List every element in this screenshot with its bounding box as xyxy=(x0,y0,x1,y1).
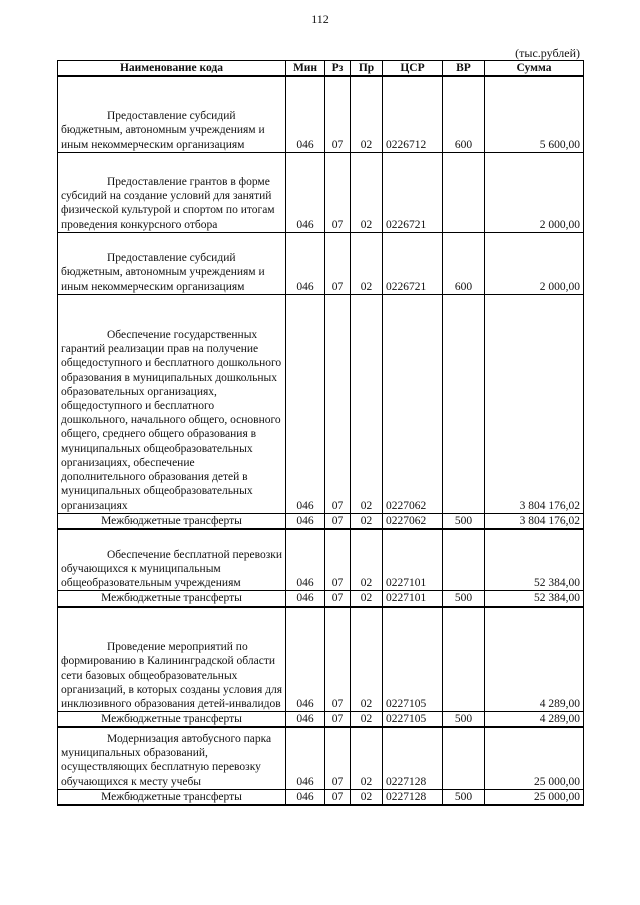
row-name: Межбюджетные трансферты xyxy=(58,712,286,728)
table-row xyxy=(58,76,584,152)
table-row xyxy=(58,789,584,805)
units-label: (тыс.рублей) xyxy=(515,46,580,60)
row-name: Предоставление грантов в форме субсидий на создание условий для занятий физической культурой и спортом по итогам проведения конкурсного отбора xyxy=(58,152,286,232)
row-pr: 02 xyxy=(351,607,383,712)
row-pr: 02 xyxy=(351,727,383,789)
row-pr: 02 xyxy=(351,591,383,607)
header-rz: Рз xyxy=(325,61,351,77)
row-sum: 5 600,00 xyxy=(485,76,584,152)
row-pr: 02 xyxy=(351,513,383,529)
row-name: Межбюджетные трансферты xyxy=(58,789,286,805)
row-csr: 0227062 xyxy=(383,294,443,513)
row-min: 046 xyxy=(286,529,325,591)
table-row xyxy=(58,529,584,591)
table-row xyxy=(58,294,584,513)
row-sum: 52 384,00 xyxy=(485,529,584,591)
row-min: 046 xyxy=(286,513,325,529)
row-vr xyxy=(443,727,485,789)
row-vr xyxy=(443,607,485,712)
row-vr: 500 xyxy=(443,513,485,529)
row-csr: 0227105 xyxy=(383,712,443,728)
table-row xyxy=(58,607,584,712)
table-row xyxy=(58,513,584,529)
row-min: 046 xyxy=(286,76,325,152)
row-rz: 07 xyxy=(325,529,351,591)
header-min: Мин xyxy=(286,61,325,77)
header-csr: ЦСР xyxy=(383,61,443,77)
row-min: 046 xyxy=(286,789,325,805)
row-vr xyxy=(443,529,485,591)
row-min: 046 xyxy=(286,591,325,607)
row-name: Межбюджетные трансферты xyxy=(58,591,286,607)
row-vr: 600 xyxy=(443,232,485,294)
row-pr: 02 xyxy=(351,789,383,805)
row-rz: 07 xyxy=(325,294,351,513)
row-name: Модернизация автобусного парка муниципальных образований, осуществляющих бесплатную перевозку обучающихся к месту учебы xyxy=(58,727,286,789)
row-vr: 500 xyxy=(443,712,485,728)
row-vr: 600 xyxy=(443,76,485,152)
row-min: 046 xyxy=(286,727,325,789)
table-row xyxy=(58,591,584,607)
header-sum: Сумма xyxy=(485,61,584,77)
row-pr: 02 xyxy=(351,529,383,591)
row-sum: 25 000,00 xyxy=(485,789,584,805)
row-csr: 0227128 xyxy=(383,789,443,805)
row-name: Обеспечение государственных гарантий реализации прав на получение общедоступного и бесплатного дошкольного образования в муниципальных дошкольных образовательных организациях, общедоступного и бесплатного дошкольного, начального общего, основного общего, среднего общего образования в муниципальных общеобразовательных организациях, обеспечение дополнительного образования детей в муниципальных общеобразовательных организациях xyxy=(58,294,286,513)
row-csr: 0227101 xyxy=(383,591,443,607)
row-min: 046 xyxy=(286,607,325,712)
row-csr: 0227128 xyxy=(383,727,443,789)
row-sum: 2 000,00 xyxy=(485,152,584,232)
row-sum: 52 384,00 xyxy=(485,591,584,607)
row-name: Обеспечение бесплатной перевозки обучающихся к муниципальным общеобразовательным учреждениям xyxy=(58,529,286,591)
row-csr: 0227062 xyxy=(383,513,443,529)
row-rz: 07 xyxy=(325,789,351,805)
row-min: 046 xyxy=(286,294,325,513)
row-sum: 3 804 176,02 xyxy=(485,294,584,513)
row-sum: 2 000,00 xyxy=(485,232,584,294)
header-name: Наименование кода xyxy=(58,61,286,77)
header-vr: ВР xyxy=(443,61,485,77)
row-sum: 4 289,00 xyxy=(485,607,584,712)
budget-table xyxy=(57,60,584,806)
row-csr: 0226721 xyxy=(383,232,443,294)
table-row xyxy=(58,712,584,728)
row-rz: 07 xyxy=(325,712,351,728)
row-vr: 500 xyxy=(443,789,485,805)
row-min: 046 xyxy=(286,152,325,232)
row-csr: 0226721 xyxy=(383,152,443,232)
row-rz: 07 xyxy=(325,607,351,712)
row-rz: 07 xyxy=(325,152,351,232)
row-pr: 02 xyxy=(351,294,383,513)
row-name: Предоставление субсидий бюджетным, автономным учреждениям и иным некоммерческим организациям xyxy=(58,76,286,152)
row-sum: 25 000,00 xyxy=(485,727,584,789)
row-rz: 07 xyxy=(325,513,351,529)
row-vr: 500 xyxy=(443,591,485,607)
row-rz: 07 xyxy=(325,76,351,152)
row-pr: 02 xyxy=(351,712,383,728)
table-row xyxy=(58,152,584,232)
row-csr: 0227105 xyxy=(383,607,443,712)
row-name: Межбюджетные трансферты xyxy=(58,513,286,529)
page-number: 112 xyxy=(311,12,329,26)
row-pr: 02 xyxy=(351,232,383,294)
row-rz: 07 xyxy=(325,591,351,607)
row-pr: 02 xyxy=(351,152,383,232)
row-sum: 4 289,00 xyxy=(485,712,584,728)
row-vr xyxy=(443,294,485,513)
row-name: Предоставление субсидий бюджетным, автономным учреждениям и иным некоммерческим организациям xyxy=(58,232,286,294)
row-sum: 3 804 176,02 xyxy=(485,513,584,529)
row-csr: 0226712 xyxy=(383,76,443,152)
row-csr: 0227101 xyxy=(383,529,443,591)
table-row xyxy=(58,232,584,294)
row-rz: 07 xyxy=(325,727,351,789)
row-min: 046 xyxy=(286,232,325,294)
row-rz: 07 xyxy=(325,232,351,294)
row-vr xyxy=(443,152,485,232)
row-min: 046 xyxy=(286,712,325,728)
table-header-row xyxy=(58,61,584,77)
row-pr: 02 xyxy=(351,76,383,152)
row-name: Проведение мероприятий по формированию в Калининградской области сети базовых общеобразовательных организаций, в которых созданы условия для инклюзивного образования детей-инвалидов xyxy=(58,607,286,712)
table-row xyxy=(58,727,584,789)
header-pr: Пр xyxy=(351,61,383,77)
